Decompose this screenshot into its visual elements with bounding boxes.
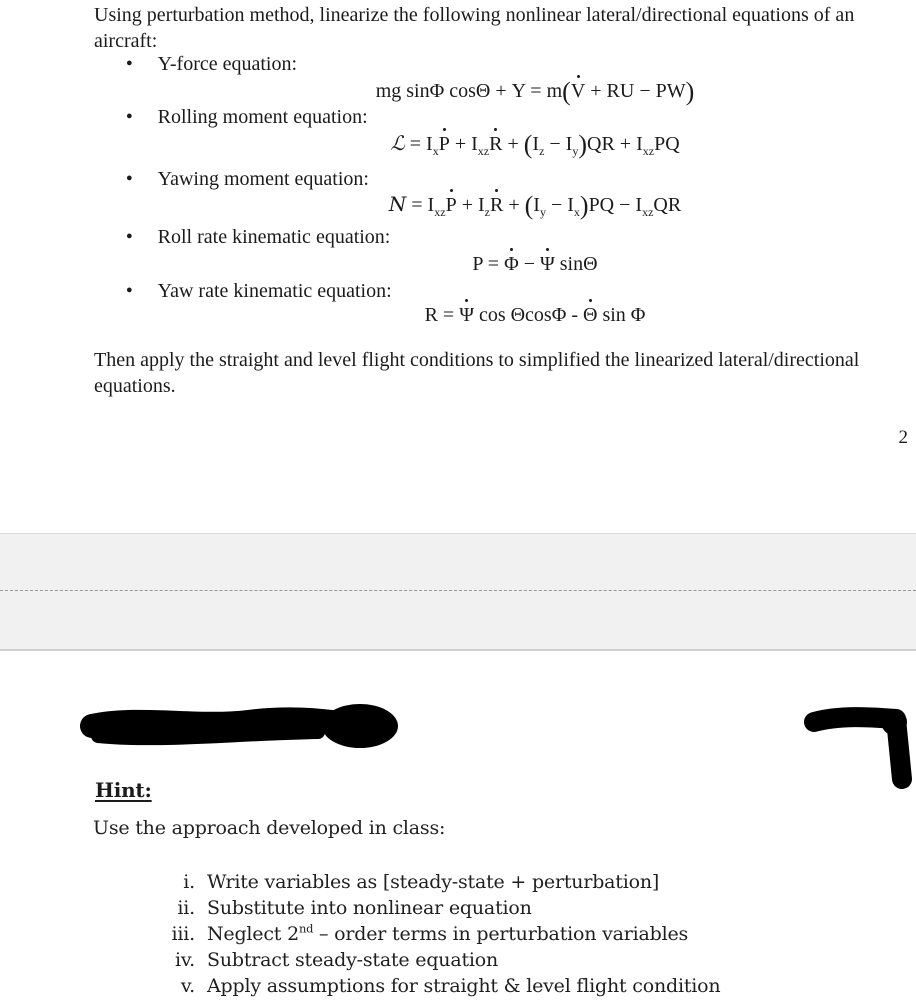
equation-rolling-moment: ℒ = $I_xP + I_{xz}R + (I_z - I_y)QR + I_{xz}PQ$ (390, 130, 680, 160)
step-text: Write variables as [steady-state + perturbation] (207, 871, 660, 893)
step-number: i. (183, 871, 195, 893)
page-number: 2 (898, 427, 908, 448)
bullet-item-y-force (126, 53, 297, 76)
page-separator-band (0, 533, 916, 651)
bullet-icon: ● (126, 172, 133, 184)
step-number: iv. (175, 949, 195, 971)
step-row-2 (143, 895, 863, 921)
hint-heading: Hint: (95, 778, 152, 802)
bullet-item-rolling-moment (126, 106, 368, 129)
bullet-label: Yaw rate kinematic equation: (157, 280, 392, 302)
step-number: ii. (177, 897, 195, 919)
bullet-icon: ● (126, 230, 133, 242)
marker-scribble-right (800, 703, 916, 795)
page-break-dashed-line (0, 590, 916, 591)
step-row-3 (143, 921, 863, 947)
step-number: iii. (171, 923, 195, 945)
closing-paragraph: Then apply the straight and level flight conditions to simplified the linearized lateral/directional equations. (94, 349, 860, 397)
step-number: v. (180, 975, 195, 997)
bullet-icon: ● (126, 57, 133, 69)
bullet-item-yawing-moment (126, 168, 369, 191)
steps-list (143, 869, 863, 999)
step-text: Neglect 2nd – order terms in perturbation variables (207, 921, 689, 945)
bullet-label: Y-force equation: (157, 53, 298, 75)
equation-yawing-moment: $N = I_{xz}P + I_zR + (I_y - I_x)PQ - I_{xz}QR$ (388, 191, 682, 221)
bullet-label: Rolling moment equation: (157, 106, 368, 128)
hint-intro: Use the approach developed in class: (93, 817, 446, 839)
intro-paragraph: Using perturbation method, linearize the following nonlinear lateral/directional equations of an aircraft: (94, 4, 855, 52)
bullet-item-roll-rate (126, 226, 390, 249)
bullet-label: Roll rate kinematic equation: (157, 226, 391, 248)
equation-yaw-rate: R = Ψ cos ΘcosΦ - Θ sin Φ (180, 300, 890, 330)
step-text: Apply assumptions for straight & level flight condition (207, 975, 721, 997)
bullet-icon: ● (126, 110, 133, 122)
step-row-5 (143, 973, 863, 999)
step-row-4 (143, 947, 863, 973)
equation-roll-rate: P = Φ − Ψ sinΘ (180, 249, 890, 279)
step-text: Substitute into nonlinear equation (207, 897, 532, 919)
equation-y-force: mg sinΦ cosΘ + Y = m(V + RU − PW) (375, 77, 695, 107)
marker-scribble-left (78, 698, 408, 762)
bullet-label: Yawing moment equation: (157, 168, 369, 190)
step-row-1 (143, 869, 863, 895)
step-text: Subtract steady-state equation (207, 949, 499, 971)
bullet-icon: ● (126, 284, 133, 296)
